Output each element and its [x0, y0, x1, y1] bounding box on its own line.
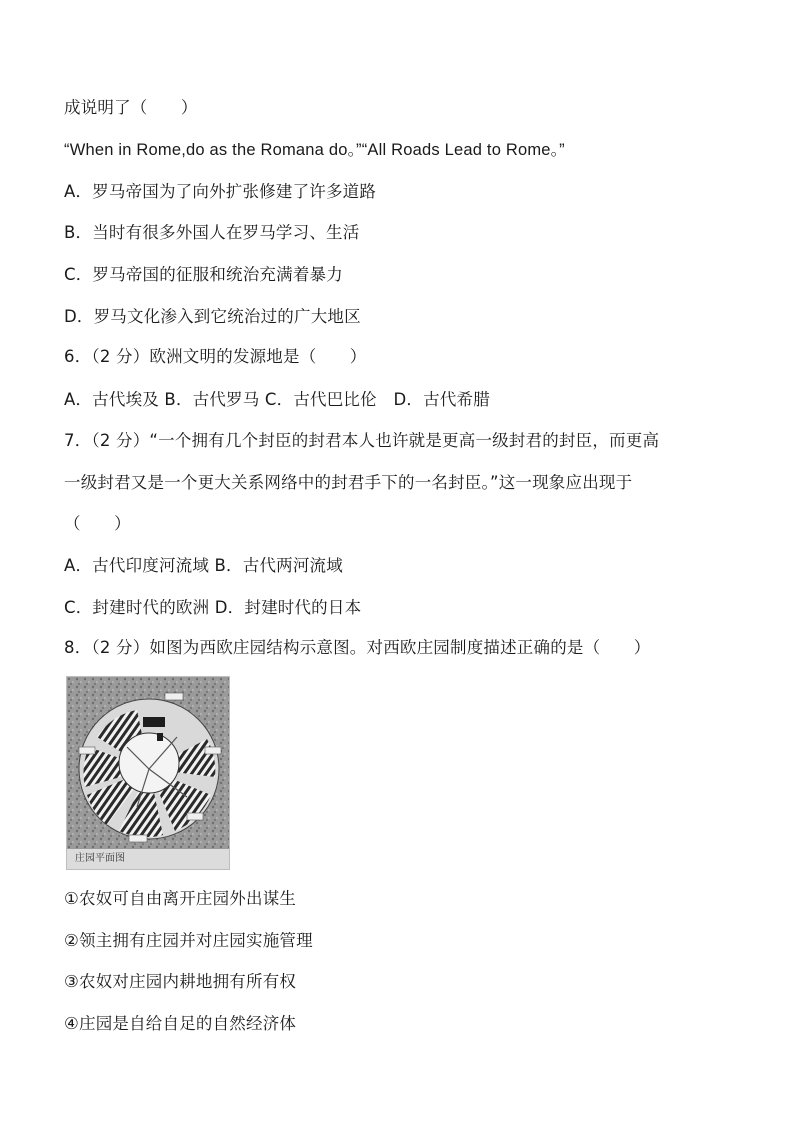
statement-2: ②领主拥有庄园并对庄园实施管理 [64, 931, 313, 950]
question-7-options-cd: C．封建时代的欧洲 D．封建时代的日本 [64, 598, 362, 617]
question-8-stem: 8．（2 分）如图为西欧庄园结构示意图。对西欧庄园制度描述正确的是（ ） [64, 638, 651, 657]
manor-plan-figure [66, 676, 230, 870]
question-7-options-ab: A．古代印度河流域 B．古代两河流域 [64, 556, 343, 575]
label-box [205, 747, 221, 754]
statement-3: ③农奴对庄园内耕地拥有所有权 [64, 972, 297, 991]
label-box [129, 835, 147, 842]
question-6-stem: 6．（2 分）欧洲文明的发源地是（ ） [64, 347, 367, 366]
q5-option-b: B．当时有很多外国人在罗马学习、生活 [64, 223, 360, 242]
q5-option-c: C．罗马帝国的征服和统治充满着暴力 [64, 265, 343, 284]
question-7-stem-line2: 一级封君又是一个更大关系网络中的封君手下的一名封臣。”这一现象应出现于 [64, 473, 633, 492]
label-box [165, 693, 183, 700]
question-6-options: A．古代埃及 B．古代罗马 C．古代巴比伦 D．古代希腊 [64, 390, 490, 409]
q5-option-d: D．罗马文化渗入到它统治过的广大地区 [64, 307, 361, 326]
label-box [79, 747, 95, 754]
continuation-text: 成说明了（ ） [64, 98, 198, 117]
manor-plan-illustration [67, 677, 229, 849]
church [157, 733, 163, 741]
q5-option-a: A．罗马帝国为了向外扩张修建了许多道路 [64, 182, 377, 201]
statement-4: ④庄园是自给自足的自然经济体 [64, 1014, 297, 1033]
question-7-stem-line1: 7．（2 分）“一个拥有几个封臣的封君本人也许就是更高一级封君的封臣，而更高 [64, 431, 660, 450]
english-proverb-quote: “When in Rome,do as the Romana do。”“All Roads Lead to Rome。” [64, 141, 565, 159]
question-7-answer-blank: （ ） [64, 514, 131, 533]
manor-house [143, 717, 165, 727]
figure-caption: 庄园平面图 [75, 853, 125, 864]
label-box [187, 813, 203, 820]
statement-1: ①农奴可自由离开庄园外出谋生 [64, 889, 297, 908]
